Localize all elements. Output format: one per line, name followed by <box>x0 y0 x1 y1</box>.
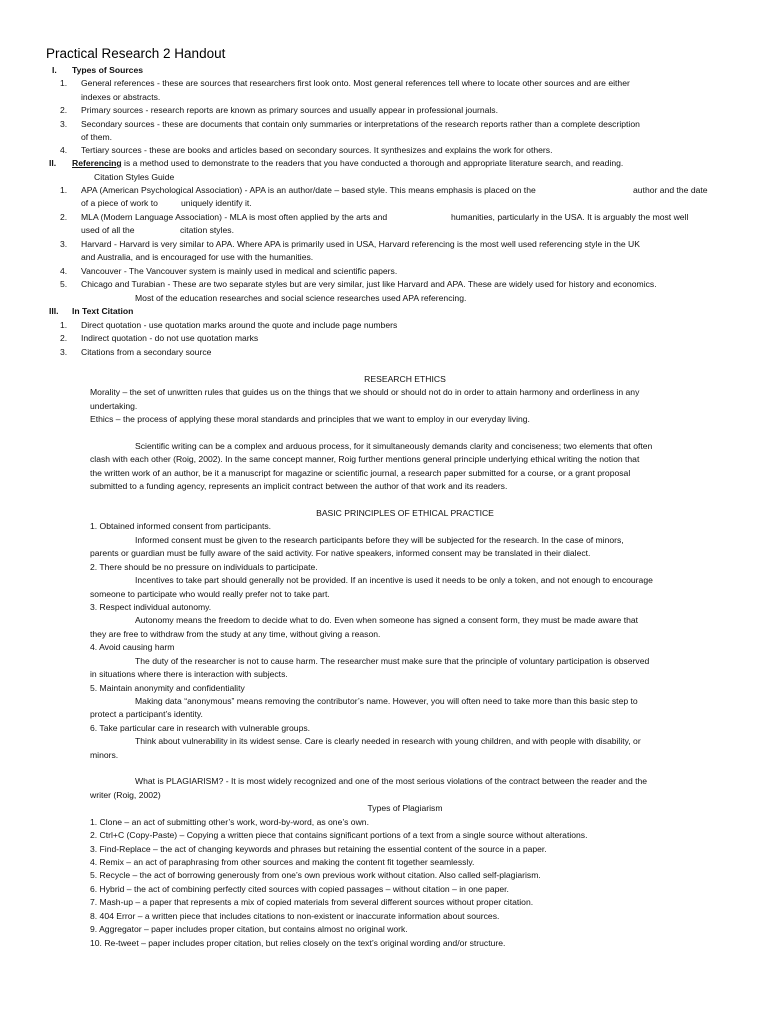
section-2-heading-line <box>72 157 623 170</box>
list-number: 5. <box>60 279 68 289</box>
plagiarism-types-heading: Types of Plagiarism <box>367 803 443 813</box>
list-item-text: Secondary sources - these are documents that contain only summaries or interpretations of the research reports rather than a complete description <box>81 119 640 129</box>
list-number: 2. <box>60 212 68 222</box>
list-item-text: citation styles. <box>180 225 234 235</box>
principle-body: they are free to withdraw from the study at any time, without giving a reason. <box>90 629 381 639</box>
ethics-definition: Ethics – the process of applying these moral standards and principles that we want to employ in our everyday living. <box>90 414 530 424</box>
principle-body: in situations where there is interaction with subjects. <box>90 669 288 679</box>
section-2-number: II. <box>49 158 57 168</box>
list-number: 1. <box>60 185 68 195</box>
principle-body: parents or guardian must be fully aware of the said activity. For native speakers, informed consent may be translated in their dialect. <box>90 548 591 558</box>
section-2-heading: Referencing <box>72 158 122 168</box>
plagiarism-type: 5. Recycle – the act of borrowing generously from one’s own previous work without citation. Also called self-plagiarism. <box>90 870 541 880</box>
section-3-number: III. <box>49 306 59 316</box>
principle-body: Informed consent must be given to the research participants before they will be subjected for the research. In the case of minors, <box>135 535 624 545</box>
list-item-text: Chicago and Turabian - These are two separate styles but are very similar, just like Harvard and APA. These are widely used for history and economics. <box>81 279 657 289</box>
list-number: 2. <box>60 333 68 343</box>
plagiarism-type: 9. Aggregator – paper includes proper citation, but contains almost no original work. <box>90 924 408 934</box>
list-item-text: of them. <box>81 132 113 142</box>
list-item-text: Vancouver - The Vancouver system is mainly used in medical and scientific papers. <box>81 266 398 276</box>
plagiarism-type: 4. Remix – an act of paraphrasing from other sources and making the content fit together seamlessly. <box>90 857 475 867</box>
list-number: 1. <box>60 78 68 88</box>
research-ethics-heading: RESEARCH ETHICS <box>364 374 446 384</box>
principle-body: Making data “anonymous” means removing the contributor’s name. However, you will often need to take more than this basic step to <box>135 696 638 706</box>
principle-body: protect a participant’s identity. <box>90 709 203 719</box>
plagiarism-intro: writer (Roig, 2002) <box>90 790 161 800</box>
plagiarism-type: 8. 404 Error – a written piece that includes citations to non-existent or inaccurate information about sources. <box>90 911 500 921</box>
principle-title: 6. Take particular care in research with vulnerable groups. <box>90 723 311 733</box>
section-3-heading: In Text Citation <box>72 306 134 316</box>
principle-title: 1. Obtained informed consent from participants. <box>90 521 272 531</box>
plagiarism-type: 10. Re-tweet – paper includes proper citation, but relies closely on the text’s original wording and/or structure. <box>90 938 506 948</box>
list-item-text: General references - these are sources that researchers first look onto. Most general references tell where to locate other sources and are either <box>81 78 630 88</box>
ethics-paragraph: clash with each other (Roig, 2002). In the same concept manner, Roig further mentions general principle underlying ethical writing the notion that <box>90 454 640 464</box>
ethics-paragraph: the written work of an author, be it a manuscript for magazine or scientific journal, a research paper submitted for a course, or a grant proposal <box>90 468 631 478</box>
list-number: 1. <box>60 320 68 330</box>
plagiarism-intro: What is PLAGIARISM? - It is most widely recognized and one of the most serious violations of the contract between the reader and the <box>135 776 648 786</box>
list-item-text: Direct quotation - use quotation marks around the quote and include page numbers <box>81 320 398 330</box>
principle-title: 2. There should be no pressure on individuals to participate. <box>90 562 318 572</box>
apa-note: Most of the education researches and social science researches used APA referencing. <box>135 293 467 303</box>
list-item-text: Harvard - Harvard is very similar to APA. Where APA is primarily used in USA, Harvard referencing is the most well used referencing style in the UK <box>81 239 640 249</box>
principle-body: someone to participate who would really prefer not to take part. <box>90 589 330 599</box>
principle-title: 5. Maintain anonymity and confidentiality <box>90 683 245 693</box>
list-number: 4. <box>60 145 68 155</box>
list-number: 3. <box>60 347 68 357</box>
list-number: 3. <box>60 239 68 249</box>
plagiarism-type: 1. Clone – an act of submitting other’s work, word-by-word, as one’s own. <box>90 817 369 827</box>
list-item-text: APA (American Psychological Association) - APA is an author/date – based style. This means emphasis is placed on the <box>81 185 536 195</box>
list-item-text: Indirect quotation - do not use quotation marks <box>81 333 259 343</box>
plagiarism-type: 3. Find-Replace – the act of changing keywords and phrases but retaining the essential content of the source in a paper. <box>90 844 547 854</box>
section-2-heading-text: is a method used to demonstrate to the readers that you have conducted a thorough and appropriate literature search, and reading. <box>121 158 624 168</box>
page-title: Practical Research 2 Handout <box>46 46 226 61</box>
list-number: 4. <box>60 266 68 276</box>
principle-body: Think about vulnerability in its widest sense. Care is clearly needed in research with young children, and with people with disability, or <box>135 736 641 746</box>
list-item-text: Primary sources - research reports are known as primary sources and usually appear in professional journals. <box>81 105 498 115</box>
principles-heading: BASIC PRINCIPLES OF ETHICAL PRACTICE <box>316 508 494 518</box>
list-item-text: used of all the <box>81 225 135 235</box>
morality-definition: Morality – the set of unwritten rules that guides us on the things that we should or should not do in order to attain harmony and orderliness in any <box>90 387 640 397</box>
list-item-text: humanities, particularly in the USA. It is arguably the most well <box>451 212 689 222</box>
list-item-text: of a piece of work to <box>81 198 158 208</box>
list-item-text: indexes or abstracts. <box>81 92 161 102</box>
principle-body: The duty of the researcher is not to cause harm. The researcher must make sure that the principle of voluntary participation is observed <box>135 656 650 666</box>
ethics-paragraph: submitted to a funding agency, represents an implicit contract between the author of that work and its readers. <box>90 481 508 491</box>
list-item-text: author and the date <box>633 185 708 195</box>
list-item-text: and Australia, and is encouraged for use with the humanities. <box>81 252 314 262</box>
principle-title: 4. Avoid causing harm <box>90 642 175 652</box>
morality-definition: undertaking. <box>90 401 138 411</box>
plagiarism-type: 2. Ctrl+C (Copy-Paste) – Copying a written piece that contains significant portions of a text from a single source without alterations. <box>90 830 588 840</box>
plagiarism-type: 7. Mash-up – a paper that represents a mix of copied materials from several different sources without proper citation. <box>90 897 534 907</box>
principle-title: 3. Respect individual autonomy. <box>90 602 212 612</box>
principle-body: Incentives to take part should generally not be provided. If an incentive is used it needs to be only a token, and not enough to encourage <box>135 575 653 585</box>
list-item-text: uniquely identify it. <box>181 198 252 208</box>
section-1-number: I. <box>52 65 57 75</box>
principle-body: minors. <box>90 750 119 760</box>
list-item-text: MLA (Modern Language Association) - MLA is most often applied by the arts and <box>81 212 388 222</box>
citation-styles-subheading: Citation Styles Guide <box>94 172 175 182</box>
list-item-text: Tertiary sources - these are books and articles based on secondary sources. It synthesizes and explains the work for others. <box>81 145 553 155</box>
list-number: 2. <box>60 105 68 115</box>
principle-body: Autonomy means the freedom to decide what to do. Even when someone has signed a consent form, they must be made aware that <box>135 615 639 625</box>
plagiarism-type: 6. Hybrid – the act of combining perfectly cited sources with copied passages – without citation – in one paper. <box>90 884 509 894</box>
ethics-paragraph: Scientific writing can be a complex and arduous process, for it simultaneously demands clarity and conciseness; two elements that often <box>135 441 653 451</box>
list-number: 3. <box>60 119 68 129</box>
section-1-heading: Types of Sources <box>72 65 143 75</box>
list-item-text: Citations from a secondary source <box>81 347 212 357</box>
